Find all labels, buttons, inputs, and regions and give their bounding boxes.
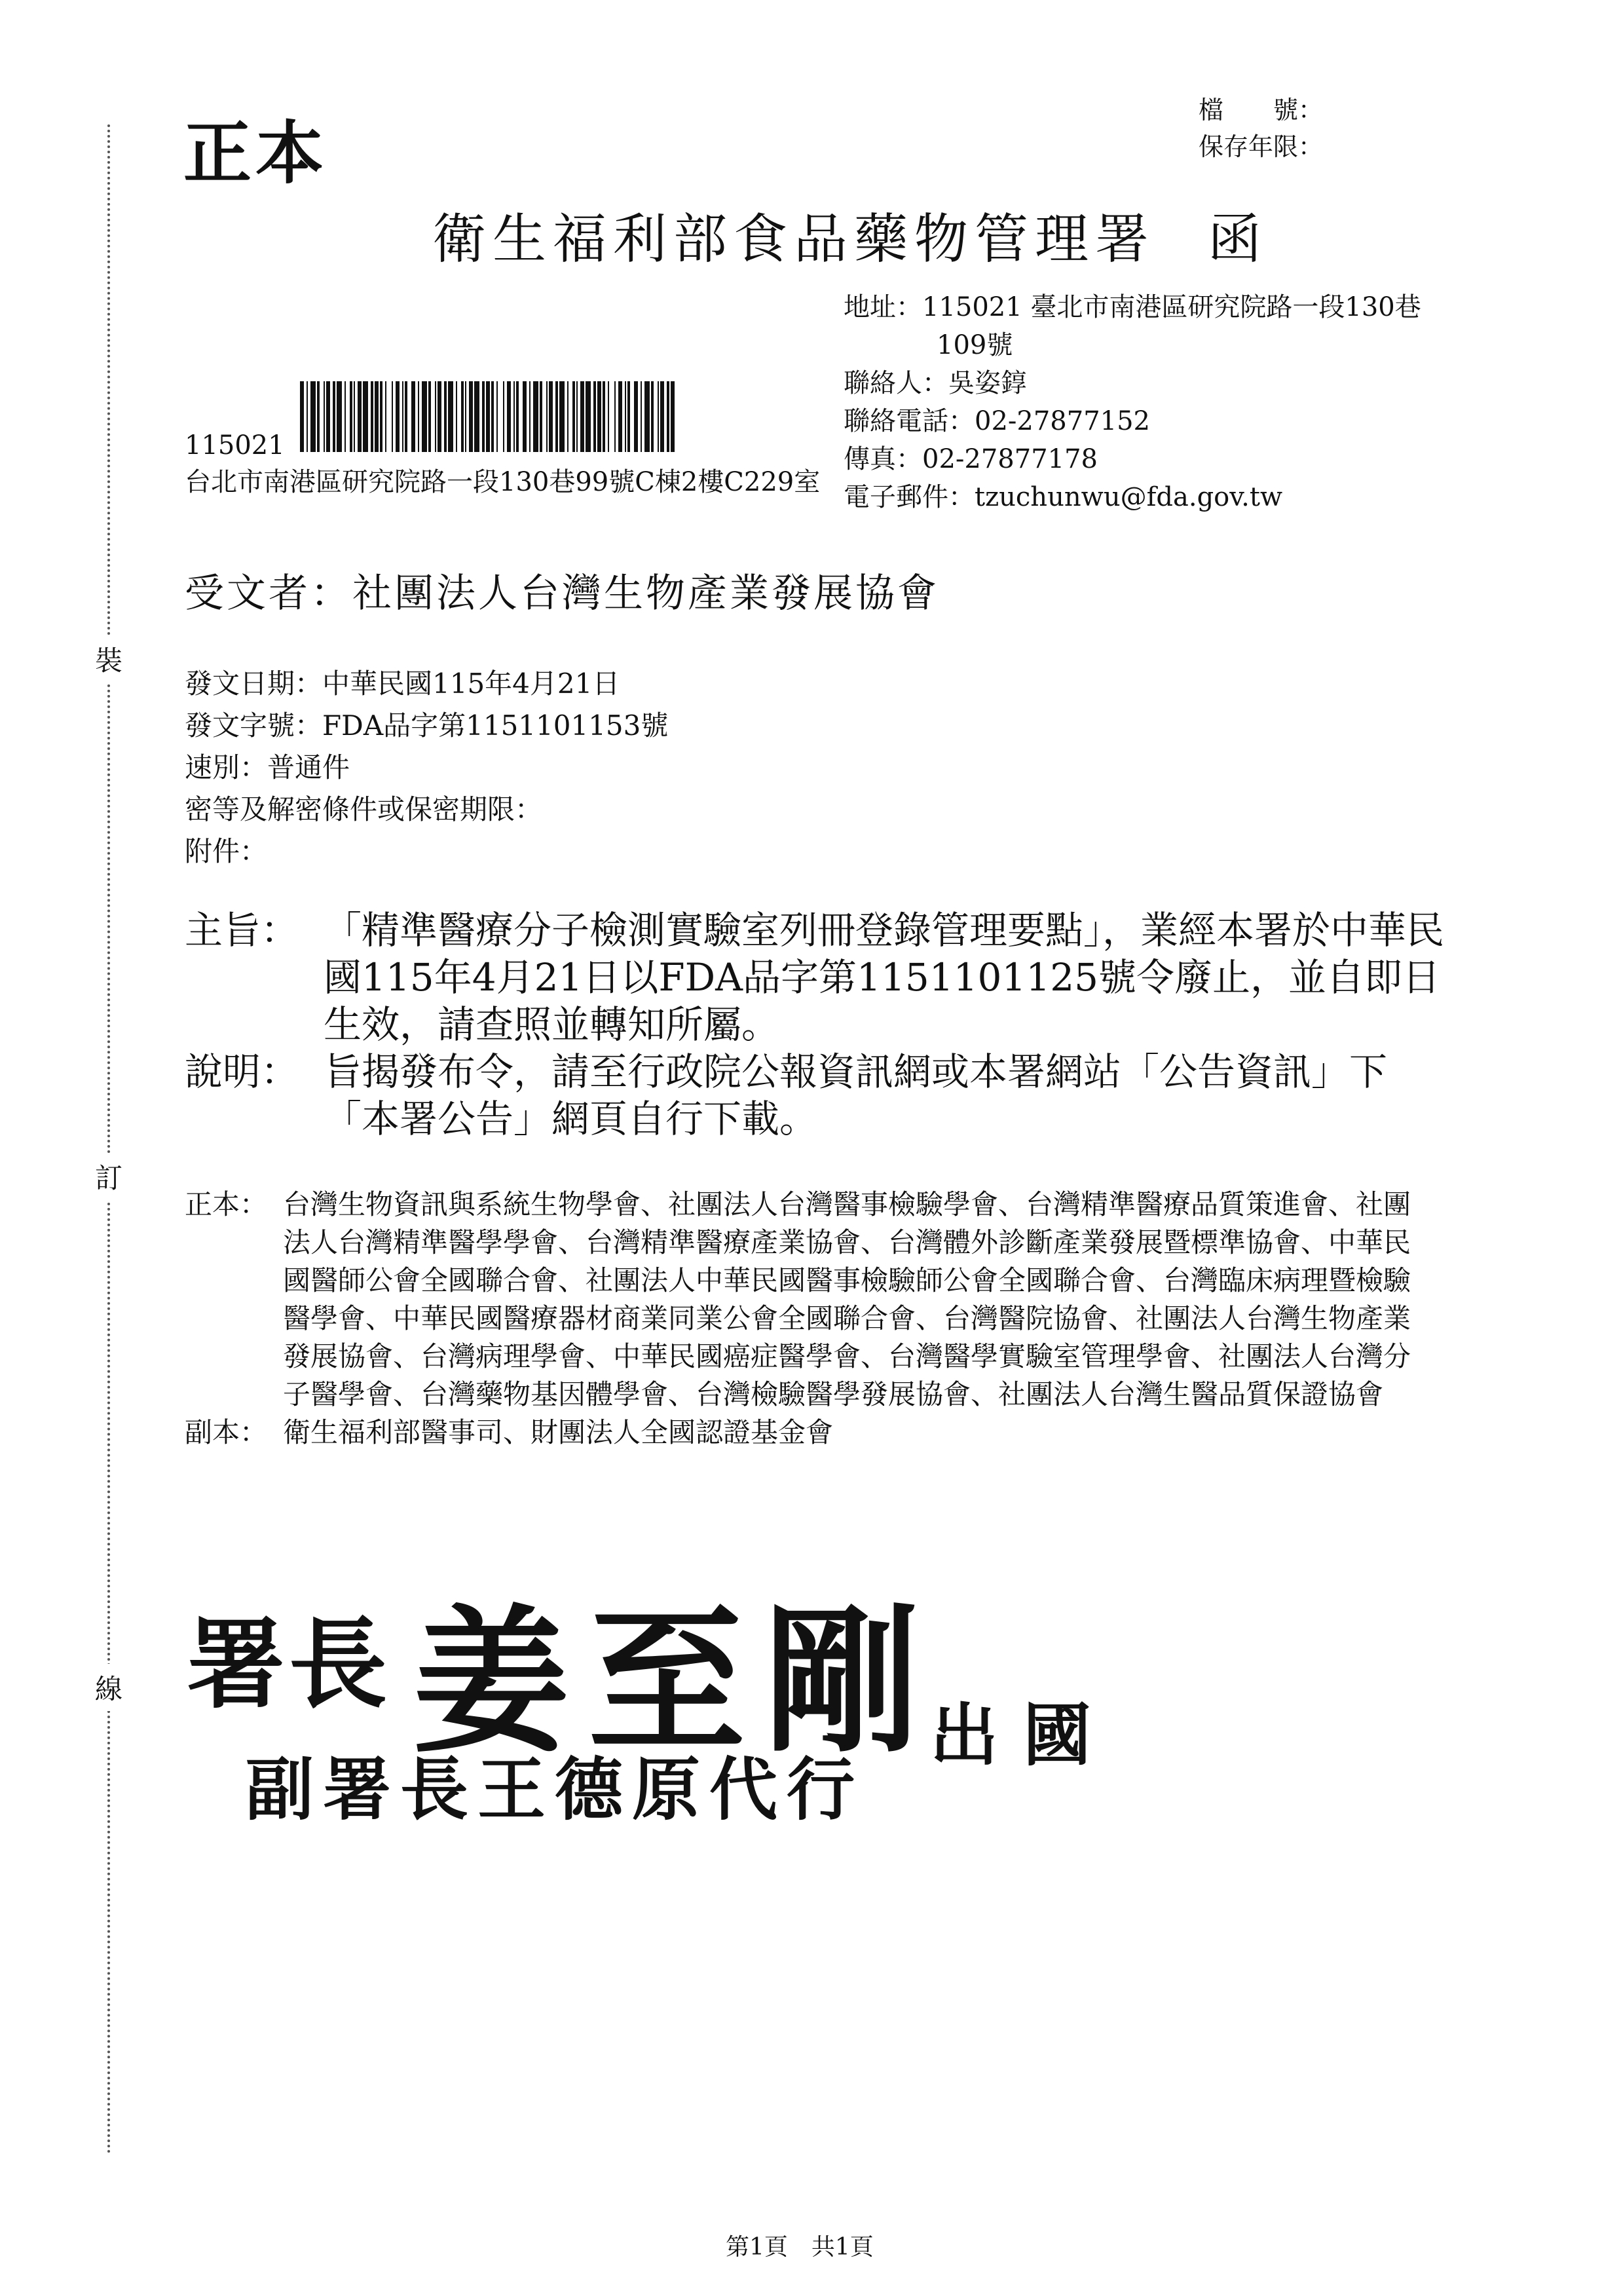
contact-person: 聯絡人：吳姿錞 <box>844 368 1027 398</box>
page-number: 第1頁 共1頁 <box>726 2234 874 2261</box>
issue-date: 發文日期：中華民國115年4月21日 <box>185 668 620 700</box>
signature-abroad-note: 出國 <box>930 1695 1117 1775</box>
contact-block <box>844 288 1421 516</box>
mailing-address: 台北市南港區研究院路一段130巷99號C棟2樓C229室 <box>185 467 821 497</box>
org-title <box>432 197 1268 273</box>
contact-email: 電子郵件：tzuchunwu@fda.gov.tw <box>844 482 1283 512</box>
contact-phone: 聯絡電話：02-27877152 <box>844 406 1151 436</box>
primary-recipients-text: 台灣生物資訊與系統生物學會、社團法人台灣醫事檢驗學會、台灣精準醫療品質策進會、社團法人台灣精準醫學學會、台灣精準醫療產業協會、台灣體外診斷產業發展暨標準協會、中華民國醫師公會全國聯合會、社團法人中華民國醫事檢驗師公會全國聯合會、台灣臨床病理暨檢驗醫學會、中華民國醫療器材商業同業公會全國聯合會、台灣醫院協會、社團法人台灣生物產業發展協會、台灣病理學會、中華民國癌症醫學會、台灣醫學實驗室管理學會、社團法人台灣分子醫學會、台灣藥物基因體學會、台灣檢驗醫學發展協會、社團法人台灣生醫品質保證協會 <box>283 1188 1411 1410</box>
binding-char-ding: 訂 <box>92 1153 126 1200</box>
copy-recipients-text: 衛生福利部醫事司、財團法人全國認證基金會 <box>283 1416 834 1448</box>
document-meta <box>185 663 668 873</box>
document-number: 發文字號：FDA品字第1151101153號 <box>185 709 669 742</box>
binding-char-xian: 線 <box>92 1664 126 1711</box>
copy-recipients-row <box>185 1414 1429 1452</box>
subject-label: 主旨： <box>185 908 299 952</box>
contact-address-cont: 109號 <box>937 330 1013 360</box>
file-meta <box>1199 92 1323 165</box>
original-copy-mark: 正本 <box>183 113 328 193</box>
binding-char-zhuang: 裝 <box>92 635 126 683</box>
copy-recipients-label: 副本： <box>185 1416 268 1448</box>
explanation-row <box>185 1048 1462 1142</box>
explanation-text: 旨揭發布令，請至行政院公報資訊網或本署網站「公告資訊」下「本署公告」網頁自行下載。 <box>324 1049 1388 1141</box>
subject-row <box>185 907 1462 1048</box>
recipient-line: 受文者：社團法人台灣生物產業發展協會 <box>185 571 939 616</box>
signature-name: 姜至剛 <box>413 1589 940 1774</box>
file-number-label: 檔 號： <box>1199 96 1324 124</box>
signature-title: 署長 <box>187 1607 392 1722</box>
org-name: 衛生福利部食品藥物管理署 <box>432 208 1156 271</box>
primary-recipients-row <box>185 1186 1429 1414</box>
subject-text: 「精準醫療分子檢測實驗室列冊登錄管理要點」，業經本署於中華民國115年4月21日以FDA品字第1151101125號令廢止，並自即日生效，請查照並轉知所屬。 <box>324 908 1445 1047</box>
attachments: 附件： <box>185 835 268 867</box>
mailing-postal-code: 115021 <box>185 430 285 461</box>
retention-period-label: 保存年限： <box>1199 132 1324 161</box>
primary-recipients-label: 正本： <box>185 1188 268 1220</box>
explanation-label: 說明： <box>185 1049 299 1094</box>
letter-body <box>185 907 1462 1142</box>
distribution-block <box>185 1186 1429 1452</box>
binding-dotted-line <box>107 124 110 2155</box>
mailing-address-block <box>185 427 846 500</box>
delivery-speed: 速別：普通件 <box>185 751 350 783</box>
security-classification: 密等及解密條件或保密期限： <box>185 793 543 825</box>
doc-type: 函 <box>1208 208 1269 271</box>
signature-acting-line: 副署長王德原代行 <box>246 1749 865 1830</box>
contact-fax: 傳真：02-27877178 <box>844 444 1098 474</box>
contact-address: 地址：115021 臺北市南港區研究院路一段130巷 <box>844 292 1421 322</box>
